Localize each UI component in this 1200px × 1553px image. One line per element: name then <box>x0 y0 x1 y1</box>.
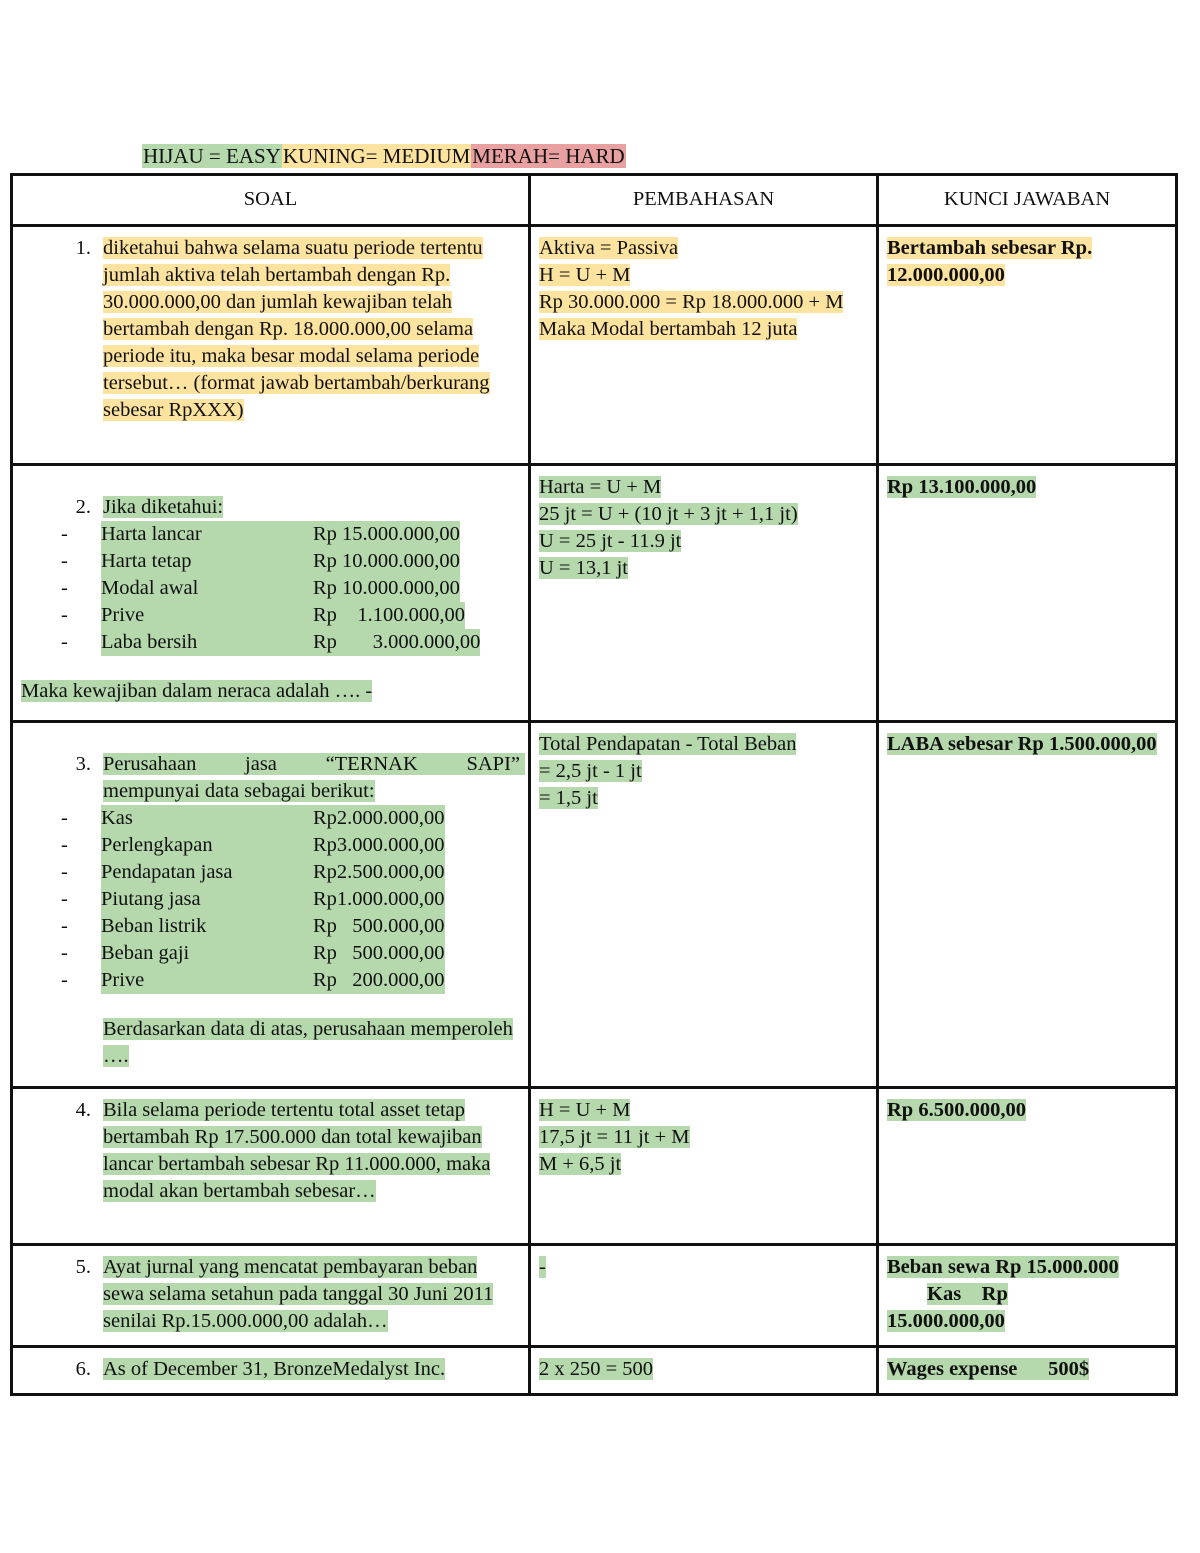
question-number: 5. <box>75 1256 91 1278</box>
question-cell <box>12 465 530 722</box>
answer-cell <box>878 1088 1177 1245</box>
data-list <box>21 805 520 994</box>
table-row <box>12 722 1177 1088</box>
solution-line: 17,5 jt = 11 jt + M <box>539 1126 690 1148</box>
answer-text: Beban sewa Rp 15.000.000 <box>887 1256 1119 1278</box>
question-number: 3. <box>75 753 91 775</box>
solution-line: = 2,5 jt - 1 jt <box>539 760 642 782</box>
solution-cell <box>530 465 878 722</box>
solution-line: H = U + M <box>539 264 631 286</box>
legend-easy: HIJAU = EASY <box>143 144 281 168</box>
solution-cell <box>530 722 878 1088</box>
header-soal: SOAL <box>12 175 530 226</box>
header-kunci-jawaban: KUNCI JAWABAN <box>878 175 1177 226</box>
answer-cell <box>878 722 1177 1088</box>
question-intro: Perusahaan jasa “TERNAK SAPI” mempunyai data sebagai berikut: <box>103 753 526 802</box>
legend-hard: MERAH= HARD <box>472 144 625 168</box>
answer-text: Bertambah sebesar Rp. 12.000.000,00 <box>887 237 1093 286</box>
table-header-row <box>12 175 1177 226</box>
table-row <box>12 1347 1177 1395</box>
difficulty-legend <box>142 142 626 170</box>
solution-line: 25 jt = U + (10 jt + 3 jt + 1,1 jt) <box>539 503 798 525</box>
solution-cell <box>530 226 878 465</box>
answer-text: Wages expense 500$ <box>887 1358 1090 1380</box>
solution-line: U = 13,1 jt <box>539 557 629 579</box>
answer-cell <box>878 1347 1177 1395</box>
question-cell <box>12 722 530 1088</box>
list-item: - Kas Rp2.000.000,00 <box>21 805 520 832</box>
question-text: Ayat jurnal yang mencatat pembayaran beban sewa selama setahun pada tanggal 30 Juni 2011 senilai Rp.15.000.000,00 adalah… <box>103 1256 494 1332</box>
question-cell <box>12 226 530 465</box>
list-item: - Piutang jasa Rp1.000.000,00 <box>21 886 520 913</box>
legend-medium: KUNING= MEDIUM <box>282 144 471 168</box>
answer-text: LABA sebesar Rp 1.500.000,00 <box>887 733 1157 755</box>
list-item: - Beban gaji Rp 500.000,00 <box>21 940 520 967</box>
question-intro: Jika diketahui: <box>103 496 224 518</box>
question-text: As of December 31, BronzeMedalyst Inc. <box>103 1358 446 1380</box>
solution-line: - <box>539 1256 546 1278</box>
list-item: - Laba bersih Rp 3.000.000,00 <box>21 629 520 656</box>
solution-line: 2 x 250 = 500 <box>539 1358 654 1380</box>
list-item: - Beban listrik Rp 500.000,00 <box>21 913 520 940</box>
question-cell <box>12 1088 530 1245</box>
question-cell <box>12 1347 530 1395</box>
list-item: - Modal awal Rp 10.000.000,00 <box>21 575 520 602</box>
answer-cell <box>878 226 1177 465</box>
question-number: 6. <box>75 1358 91 1380</box>
question-number: 4. <box>75 1099 91 1121</box>
question-cell <box>12 1245 530 1347</box>
solution-line: M + 6,5 jt <box>539 1153 622 1175</box>
question-number: 2. <box>75 496 91 518</box>
answer-text: Rp 13.100.000,00 <box>887 476 1037 498</box>
solution-cell <box>530 1088 878 1245</box>
solution-cell <box>530 1347 878 1395</box>
table-row <box>12 1245 1177 1347</box>
question-text: Bila selama periode tertentu total asset tetap bertambah Rp 17.500.000 dan total kewajiban lancar bertambah sebesar Rp 11.000.000, maka modal akan bertambah sebesar… <box>103 1099 491 1202</box>
data-list <box>21 521 520 656</box>
list-item: - Prive Rp 200.000,00 <box>21 967 520 994</box>
question-text: diketahui bahwa selama suatu periode tertentu jumlah aktiva telah bertambah dengan Rp. 30.000.000,00 dan jumlah kewajiban telah bertambah dengan Rp. 18.000.000,00 selama periode itu, maka besar modal selama periode tersebut… (format jawab bertambah/berkurang sebesar RpXXX) <box>103 237 490 421</box>
question-text: Berdasarkan data di atas, perusahaan memperoleh …. <box>103 1018 513 1067</box>
answer-text: Rp 6.500.000,00 <box>887 1099 1026 1121</box>
answer-text: 15.000.000,00 <box>887 1310 1005 1332</box>
solution-line: U = 25 jt - 11.9 jt <box>539 530 682 552</box>
solution-line: Aktiva = Passiva <box>539 237 679 259</box>
table-row <box>12 465 1177 722</box>
list-item: - Prive Rp 1.100.000,00 <box>21 602 520 629</box>
list-item: - Pendapatan jasa Rp2.500.000,00 <box>21 859 520 886</box>
list-item: - Harta lancar Rp 15.000.000,00 <box>21 521 520 548</box>
solution-line: Maka Modal bertambah 12 juta <box>539 318 798 340</box>
solution-line: Rp 30.000.000 = Rp 18.000.000 + M <box>539 291 844 313</box>
answer-cell <box>878 1245 1177 1347</box>
answer-text: Kas Rp <box>927 1283 1008 1305</box>
solution-line: = 1,5 jt <box>539 787 598 809</box>
question-table <box>10 173 1178 1396</box>
list-item: - Harta tetap Rp 10.000.000,00 <box>21 548 520 575</box>
answer-cell <box>878 465 1177 722</box>
solution-line: Total Pendapatan - Total Beban <box>539 733 797 755</box>
solution-line: Harta = U + M <box>539 476 662 498</box>
solution-line: H = U + M <box>539 1099 631 1121</box>
table-row <box>12 1088 1177 1245</box>
header-pembahasan: PEMBAHASAN <box>530 175 878 226</box>
question-number: 1. <box>75 237 91 259</box>
solution-cell <box>530 1245 878 1347</box>
list-item: - Perlengkapan Rp3.000.000,00 <box>21 832 520 859</box>
table-row <box>12 226 1177 465</box>
question-text: Maka kewajiban dalam neraca adalah …. - <box>21 680 373 702</box>
